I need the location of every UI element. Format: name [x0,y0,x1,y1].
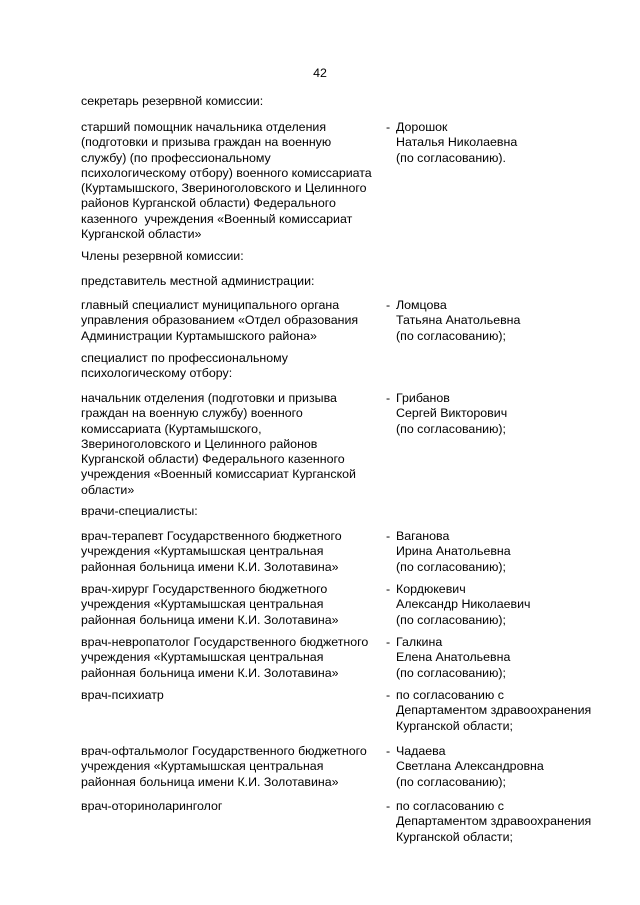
person-text: Галкина Елена Анатольевна (по согласованию); [396,635,511,680]
person-text: Дорошок Наталья Николаевна (по согласованию). [396,120,518,165]
person-text: Кордюкевич Александр Николаевич (по согласованию); [396,582,531,627]
person-text: Ломцова Татьяна Анатольевна (по согласованию); [396,298,521,343]
position-text: врач-офтальмолог Государственного бюджетного учреждения «Куртамышская центральная районная больница имени К.И. Золотавина» [81,744,367,789]
local-admin-heading: представитель местной администрации: [81,274,315,288]
secretary-heading: секретарь резервной комиссии: [81,94,264,108]
page-number: 42 [313,66,327,80]
dash: - [386,799,391,813]
doctors-heading: врачи-специалисты: [81,504,198,518]
position-text: врач-невропатолог Государственного бюджетного учреждения «Куртамышская центральная районная больница имени К.И. Золотавина» [81,635,369,680]
position-text: врач-хирург Государственного бюджетного учреждения «Куртамышская центральная районная больница имени К.И. Золотавина» [81,582,339,627]
psych-heading: специалист по профессиональному психологическому отбору: [81,351,288,381]
position-text: главный специалист муниципального органа управления образованием «Отдел образования Администрации Куртамышского района» [81,298,359,343]
position-text: старший помощник начальника отделения (подготовки и призыва граждан на военную службу) (по профессиональному психологическому отбору) военного комиссариата (Куртамышского, Звериноголовского и Целинного районов Курганской области) Федерального казенного учреждения «Военный комиссариат Курганской области» [81,120,372,242]
dash: - [386,120,391,134]
person-text: по согласованию с Департаментом здравоохранения Курганской области; [396,799,592,844]
dash: - [386,298,391,312]
dash: - [386,688,391,702]
position-text: врач-терапевт Государственного бюджетного учреждения «Куртамышская центральная районная больница имени К.И. Золотавина» [81,529,342,574]
dash: - [386,635,391,649]
dash: - [386,391,391,405]
person-text: по согласованию с Департаментом здравоохранения Курганской области; [396,688,592,733]
dash: - [386,582,391,596]
members-heading: Члены резервной комиссии: [81,249,244,263]
person-text: Чадаева Светлана Александровна (по согласованию); [396,744,544,789]
dash: - [386,744,391,758]
dash: - [386,529,391,543]
person-text: Грибанов Сергей Викторович (по согласованию); [396,391,508,436]
position-text: врач-оториноларинголог [81,799,223,813]
position-text: врач-психиатр [81,688,164,702]
person-text: Ваганова Ирина Анатольевна (по согласованию); [396,529,511,574]
position-text: начальник отделения (подготовки и призыва граждан на военную службу) военного комиссариата (Куртамышского, Звериноголовского и Целинного районов Курганской области) Федерального казенного учреждения «Военный комиссариат Курганской области» [81,391,356,497]
